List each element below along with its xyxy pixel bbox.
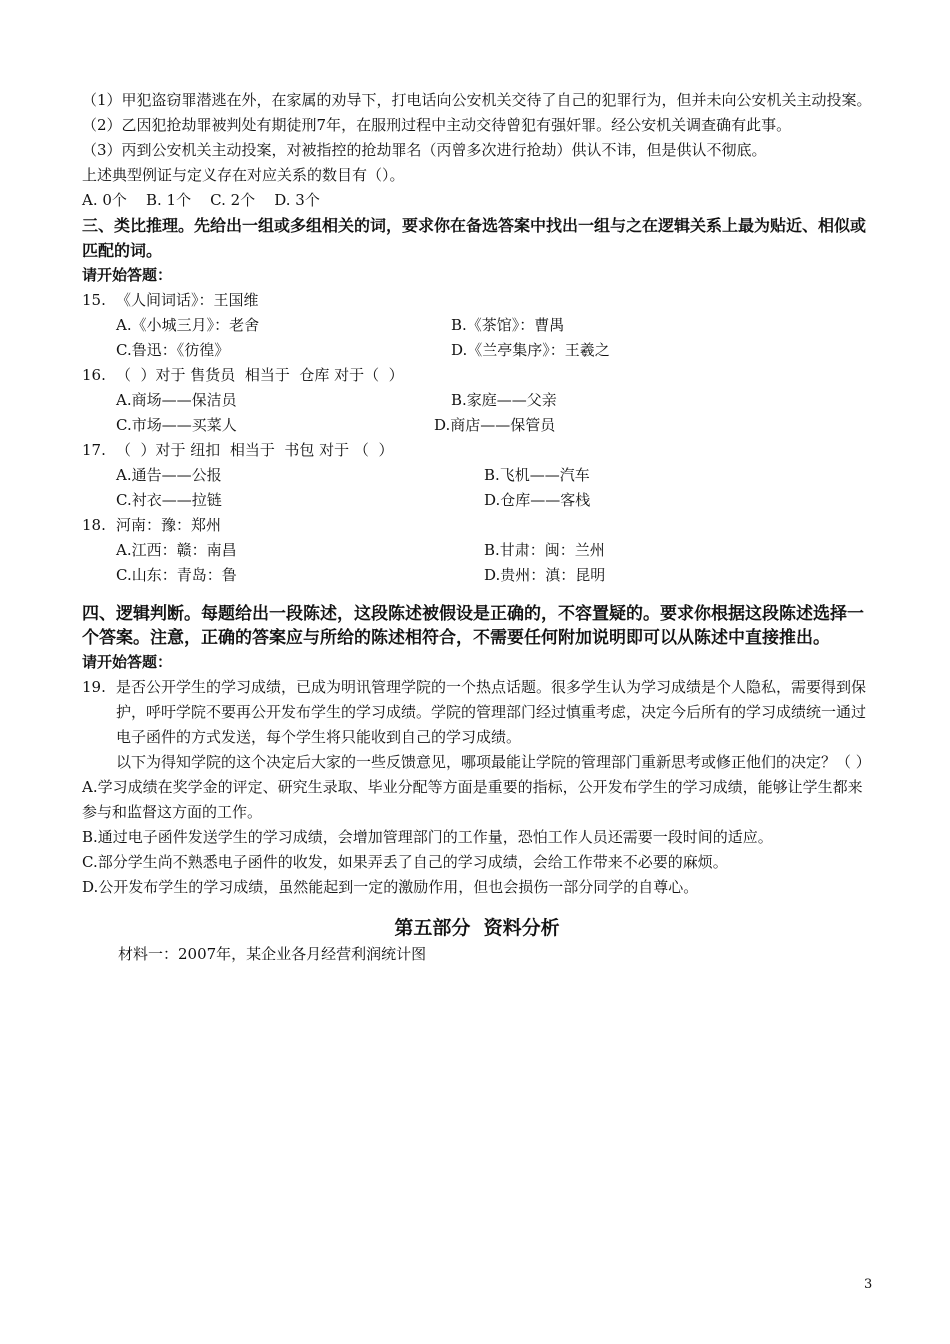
option-d: D.贵州：滇：昆明 [484, 566, 606, 584]
option-a: A.学习成绩在奖学金的评定、研究生录取、毕业分配等方面是重要的指标，公开发布学生的学习成绩，能够让学生都来参与和监督这方面的工作。 [82, 778, 863, 821]
question-16 [82, 363, 872, 438]
section-3-start: 请开始答题： [82, 266, 173, 284]
option-b: B.家庭——父亲 [451, 391, 557, 409]
question-number: 15. [82, 291, 106, 309]
spacer [82, 588, 872, 602]
question-18 [82, 513, 872, 588]
option-c: C.部分学生尚不熟悉电子函件的收发，如果弄丢了自己的学习成绩，会给工作带来不必要的麻烦。 [82, 853, 728, 871]
question-number: 17. [82, 441, 106, 459]
option-b: B.甘肃：闽：兰州 [484, 541, 605, 559]
option-c: C.衬衣——拉链 [116, 491, 222, 509]
material-caption: 材料一：2007年，某企业各月经营利润统计图 [118, 945, 427, 963]
option-a: A.通告——公报 [116, 466, 222, 484]
question-number: 19. [82, 678, 106, 696]
question-number: 18. [82, 516, 106, 534]
option-b: B.飞机——汽车 [484, 466, 590, 484]
option-d: D.公开发布学生的学习成绩，虽然能起到一定的激励作用，但也会损伤一部分同学的自尊心。 [82, 878, 699, 896]
question-stem: 河南：豫：郑州 [116, 516, 222, 534]
case-item: （3）丙到公安机关主动投案，对被指控的抢劫罪名（丙曾多次进行抢劫）供认不讳，但是供认不彻底。 [82, 141, 767, 159]
question-paragraph: 是否公开学生的学习成绩，已成为明讯管理学院的一个热点话题。很多学生认为学习成绩是个人隐私，需要得到保护，呼吁学院不要再公开发布学生的学习成绩。学院的管理部门经过慎重考虑，决定今后所有的学习成绩统一通过电子函件的方式发送，每个学生将只能收到自己的学习成绩。 [116, 678, 867, 746]
option-a: A.商场——保洁员 [116, 391, 237, 409]
option-c: C.鲁迅：《彷徨》 [116, 341, 230, 359]
option-c: C.山东：青岛：鲁 [116, 566, 237, 584]
question-17 [82, 438, 872, 513]
option-b: B.《茶馆》：曹禺 [451, 316, 565, 334]
section-3-heading: 三、类比推理。先给出一组或多组相关的词，要求你在备选答案中找出一组与之在逻辑关系上最为贴近、相似或匹配的词。 [82, 216, 867, 260]
question-stem: （ ）对于 售货员 相当于 仓库 对于（ ） [116, 366, 404, 384]
case-item: （2）乙因犯抢劫罪被判处有期徒刑7年，在服刑过程中主动交待曾犯有强奸罪。经公安机关调查确有此事。 [82, 116, 792, 134]
case-item: （1）甲犯盗窃罪潜逃在外，在家属的劝导下，打电话向公安机关交待了自己的犯罪行为，但并未向公安机关主动投案。 [82, 91, 872, 109]
option-c: C.市场——买菜人 [116, 416, 237, 434]
question-stem: 《人间词话》：王国维 [116, 291, 259, 309]
option-a: A.《小城三月》：老舍 [116, 316, 260, 334]
question-number: 16. [82, 366, 106, 384]
question-paragraph: 以下为得知学院的这个决定后大家的一些反馈意见，哪项最能让学院的管理部门重新思考或修正他们的决定？（ ） [116, 753, 871, 771]
option-a: A.江西：赣：南昌 [116, 541, 237, 559]
case-options: A. 0个 B. 1个 C. 2个 D. 3个 [82, 191, 320, 209]
section-4-start: 请开始答题： [82, 653, 173, 671]
question-19 [82, 675, 872, 775]
section-4-heading: 四、逻辑判断。每题给出一段陈述，这段陈述被假设是正确的，不容置疑的。要求你根据这段陈述选择一个答案。注意，正确的答案应与所给的陈述相符合，不需要任何附加说明即可以从陈述中直接推出。 [82, 604, 864, 648]
part-5-title: 第五部分 资料分析 [394, 917, 560, 939]
question-15 [82, 288, 872, 363]
option-d: D.《兰亭集序》：王羲之 [451, 341, 610, 359]
option-b: B.通过电子函件发送学生的学习成绩，会增加管理部门的工作量，恐怕工作人员还需要一段时间的适应。 [82, 828, 773, 846]
question-stem: （ ）对于 纽扣 相当于 书包 对于 （ ） [116, 441, 394, 459]
option-d: D.仓库——客栈 [484, 491, 591, 509]
page-number: 3 [864, 1277, 873, 1292]
case-question: 上述典型例证与定义存在对应关系的数目有（）。 [82, 166, 405, 184]
option-d: D.商店——保管员 [434, 416, 556, 434]
document-page [82, 88, 872, 966]
